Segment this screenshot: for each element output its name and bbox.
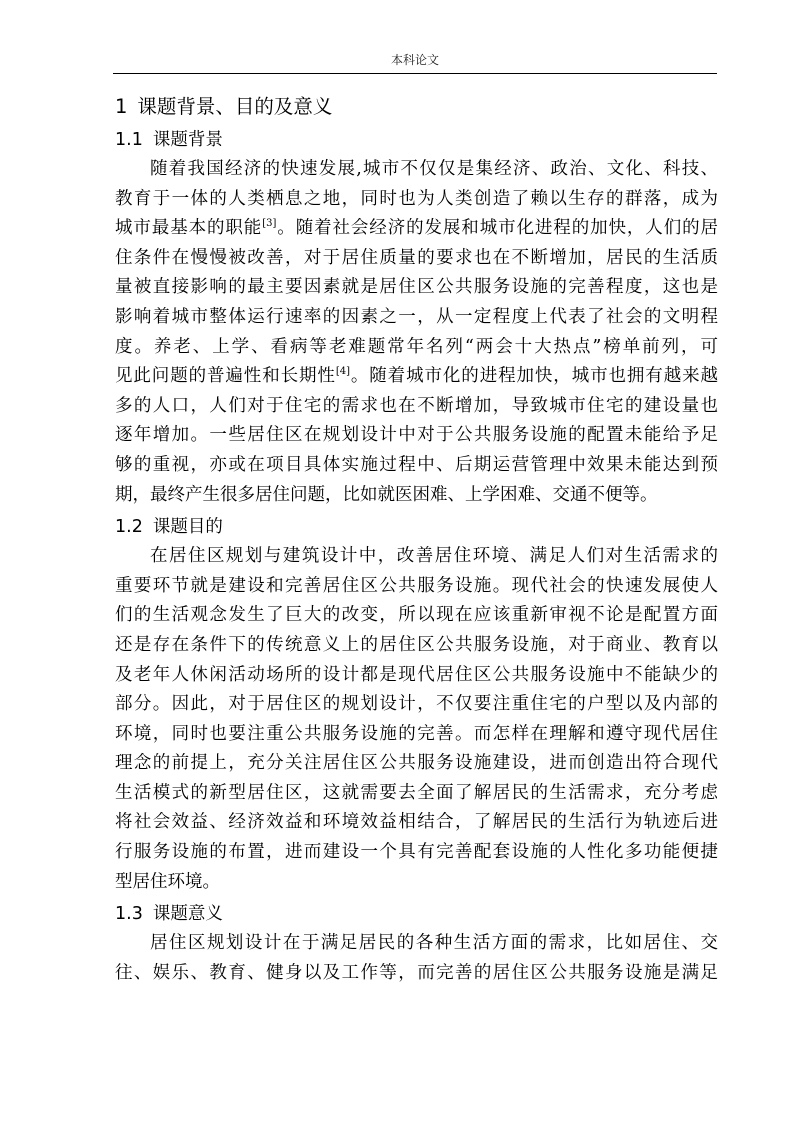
section-1-title: 课题背景、目的及意义	[137, 95, 333, 118]
section-1-1-paragraph	[115, 155, 718, 510]
section-1-heading	[115, 93, 718, 121]
paragraph-line: 还是存在条件下的传统意义上的居住区公共服务设施，对于商业、教育以	[115, 634, 718, 655]
paragraph-line: 量被直接影响的最主要因素就是居住区公共服务设施的完善程度，这也是	[115, 277, 718, 298]
citation-mark: [4]	[335, 366, 350, 378]
section-1-1-heading	[115, 125, 718, 155]
line-text: 。随着社会经济的发展和城市化进程的加快，人们的居	[276, 218, 719, 239]
paragraph-line: 们的生活观念发生了巨大的改变，所以现在应该重新审视不论是配置方面	[115, 605, 718, 626]
header-rule	[113, 73, 717, 74]
section-1-2-heading	[115, 512, 718, 542]
paragraph-line: 期，最终产生很多居住问题，比如就医困难、上学困难、交通不便等。	[115, 484, 658, 505]
section-1-3-paragraph	[115, 929, 718, 988]
paragraph-line: 理念的前提上，充分关注居住区公共服务设施建设，进而创造出符合现代	[115, 753, 718, 774]
section-1-1-number: 1.1	[115, 130, 143, 150]
paragraph-line	[115, 214, 718, 244]
paragraph-line: 度。养老、上学、看病等老难题常年名列“两会十大热点”榜单前列，可	[115, 336, 718, 357]
paragraph-line: 住条件在慢慢被改善，对于居住质量的要求也在不断增加，居民的生活质	[115, 247, 718, 268]
section-1-2-number: 1.2	[115, 517, 143, 538]
section-1-2-title: 课题目的	[152, 517, 223, 538]
paragraph-line: 多的人口，人们对于住宅的需求也在不断增加，导致城市住宅的建设量也	[115, 395, 718, 416]
paragraph-line: 重要环节就是建设和完善居住区公共服务设施。现代社会的快速发展使人	[115, 575, 718, 596]
section-1-number: 1	[115, 95, 128, 118]
section-1-3-number: 1.3	[115, 904, 143, 925]
citation-mark: [3]	[262, 218, 277, 230]
paragraph-line: 部分。因此，对于居住区的规划设计，不仅要注重住宅的户型以及内部的	[115, 694, 718, 715]
paragraph-line: 随着我国经济的快速发展,城市不仅仅是集经济、政治、文化、科技、	[150, 159, 718, 179]
paragraph-line	[115, 362, 718, 392]
page-content	[115, 93, 718, 990]
paragraph-line: 教育于一体的人类栖息之地，同时也为人类创造了赖以生存的群落，成为	[115, 188, 718, 209]
section-1-2-paragraph	[115, 542, 718, 897]
paragraph-line: 影响着城市整体运行速率的因素之一，从一定程度上代表了社会的文明程	[115, 306, 718, 327]
section-1-3-heading	[115, 899, 718, 929]
paragraph-line: 够的重视，亦或在项目具体实施过程中、后期运营管理中效果未能达到预	[115, 454, 718, 475]
paragraph-line: 环境，同时也要注重公共服务设施的完善。而怎样在理解和遵守现代居住	[115, 723, 718, 744]
paragraph-line: 行服务设施的布置，进而建设一个具有完善配套设施的人性化多功能便捷	[115, 842, 718, 863]
paragraph-line: 逐年增加。一些居住区在规划设计中对于公共服务设施的配置未能给予足	[115, 425, 718, 446]
paragraph-line: 居住区规划设计在于满足居民的各种生活方面的需求，比如居住、交	[150, 933, 718, 954]
section-1-1-title: 课题背景	[152, 130, 223, 150]
paragraph-line: 生活模式的新型居住区，这就需要去全面了解居民的生活需求，充分考虑	[115, 782, 718, 803]
running-header: 本科论文	[390, 53, 439, 67]
paragraph-line: 及老年人休闲活动场所的设计都是现代居住区公共服务设施中不能缺少的	[115, 664, 718, 685]
paragraph-line: 型居住环境。	[115, 871, 220, 892]
paragraph-line: 将社会效益、经济效益和环境效益相结合，了解居民的生活行为轨迹后进	[115, 812, 718, 833]
line-text: 城市最基本的职能	[115, 218, 263, 239]
line-text: 见此问题的普遍性和长期性	[115, 366, 336, 387]
section-1-3-title: 课题意义	[152, 904, 223, 925]
paragraph-line: 在居住区规划与建筑设计中，改善居住环境、满足人们对生活需求的	[150, 546, 718, 567]
paragraph-line: 往、娱乐、教育、健身以及工作等，而完善的居住区公共服务设施是满足	[115, 962, 718, 983]
line-text: 。随着城市化的进程加快，城市也拥有越来越	[349, 366, 719, 387]
